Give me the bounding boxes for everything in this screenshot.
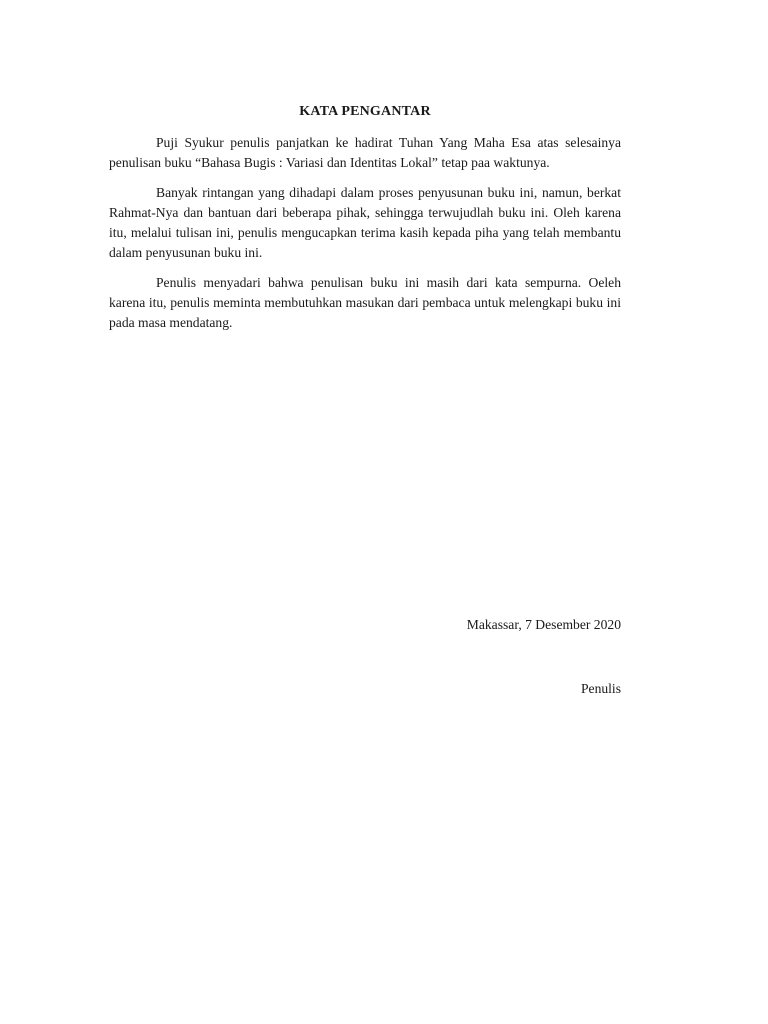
signature-author: Penulis bbox=[580, 681, 621, 696]
document-body bbox=[109, 102, 621, 343]
paragraph-3: Penulis menyadari bahwa penulisan buku ini masih dari kata sempurna. Oeleh karena itu, penulis meminta membutuhkan masukan dari pembaca untuk melengkapi buku ini pada masa mendatang. bbox=[109, 275, 621, 330]
page-title: KATA PENGANTAR bbox=[299, 104, 431, 119]
place-date: Makassar, 7 Desember 2020 bbox=[466, 617, 621, 632]
paragraph-2: Banyak rintangan yang dihadapi dalam proses penyusunan buku ini, namun, berkat Rahmat-Nya dan bantuan dari beberapa pihak, sehingga terwujudlah buku ini. Oleh karena itu, melalui tulisan ini, penulis mengucapkan terima kasih kepada piha yang telah membantu dalam penyusunan buku ini. bbox=[109, 185, 621, 260]
paragraph-1: Puji Syukur penulis panjatkan ke hadirat Tuhan Yang Maha Esa atas selesainya penulisan buku “Bahasa Bugis : Variasi dan Identitas Lokal” tetap paa waktunya. bbox=[109, 135, 621, 170]
